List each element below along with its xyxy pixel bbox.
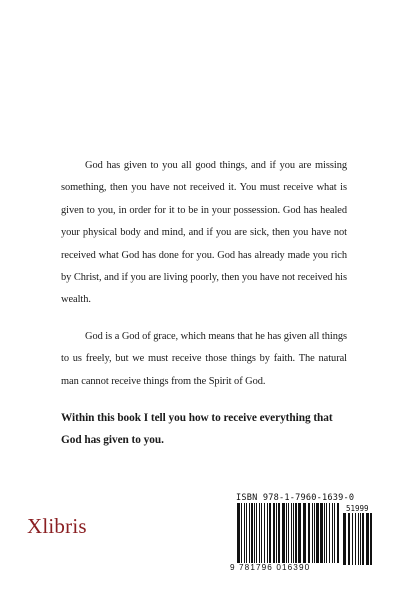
barcode-bar xyxy=(343,513,346,565)
isbn-barcode xyxy=(228,489,376,577)
barcode-bar xyxy=(326,503,327,563)
price-code: 51999 xyxy=(346,504,369,513)
barcode-bar xyxy=(360,513,361,565)
blurb-tagline: Within this book I tell you how to receive everything that God has given to you. xyxy=(61,412,333,447)
barcode-bar xyxy=(329,503,330,563)
barcode-bar xyxy=(362,513,364,565)
barcode-bar xyxy=(293,503,294,563)
barcode-bar xyxy=(264,503,265,563)
barcode-bar xyxy=(366,513,369,565)
barcode-bar xyxy=(308,503,310,563)
barcode-bar xyxy=(267,503,268,563)
barcode-bar xyxy=(320,503,323,563)
blurb-paragraph-1: God has given to you all good things, and if you are missing something, then you have not received it. You must receive what is given to you, in order for it to be in your possession. God has healed your physical body and mind, and if you are sick, then you have not received what God has done for you. God has already made you rich by Christ, and if you are living poorly, then you have not received his wealth. xyxy=(61,160,347,306)
barcode-bar xyxy=(312,503,313,563)
barcode-bar xyxy=(286,503,287,563)
barcode-bar xyxy=(316,503,319,563)
barcode-number: 9 781796 016390 xyxy=(230,563,311,572)
barcode-bar xyxy=(246,503,247,563)
publisher-logo: Xlibris xyxy=(27,514,87,538)
barcode-bar xyxy=(334,503,335,563)
barcode-bar xyxy=(254,503,255,563)
barcode-bar xyxy=(337,503,339,563)
barcode-bar xyxy=(256,503,257,563)
barcode-bar xyxy=(324,503,325,563)
barcode-bar xyxy=(314,503,315,563)
barcode-bar xyxy=(348,513,350,565)
barcode-bar xyxy=(251,503,253,563)
barcode-bar xyxy=(298,503,301,563)
barcode-bar xyxy=(295,503,297,563)
barcode-bar xyxy=(276,503,277,563)
barcode-bar xyxy=(303,503,306,563)
barcode-bar xyxy=(244,503,245,563)
barcode-bar xyxy=(259,503,260,563)
cover-blurb xyxy=(61,155,347,465)
barcode-bar xyxy=(273,503,275,563)
barcode-bar xyxy=(370,513,372,565)
barcode-bar xyxy=(355,513,356,565)
blurb-paragraph-2: God is a God of grace, which means that he has given all things to us freely, but we must receive those things by faith. The natural man cannot receive things from the Spirit of God. xyxy=(61,330,347,387)
barcode-bar xyxy=(282,503,285,563)
isbn-label: ISBN 978-1-7960-1639-0 xyxy=(236,493,355,503)
barcode-bar xyxy=(249,503,250,563)
barcode-bars xyxy=(236,503,340,563)
barcode-bar xyxy=(261,503,262,563)
barcode-bar xyxy=(352,513,353,565)
barcode-bar xyxy=(288,503,289,563)
barcode-bar xyxy=(358,513,359,565)
barcode-bar xyxy=(278,503,280,563)
barcode-bar xyxy=(241,503,242,563)
barcode-addon-bars xyxy=(342,513,372,565)
barcode-bar xyxy=(269,503,271,563)
barcode-bar xyxy=(332,503,333,563)
barcode-bar xyxy=(291,503,292,563)
barcode-bar xyxy=(237,503,240,563)
